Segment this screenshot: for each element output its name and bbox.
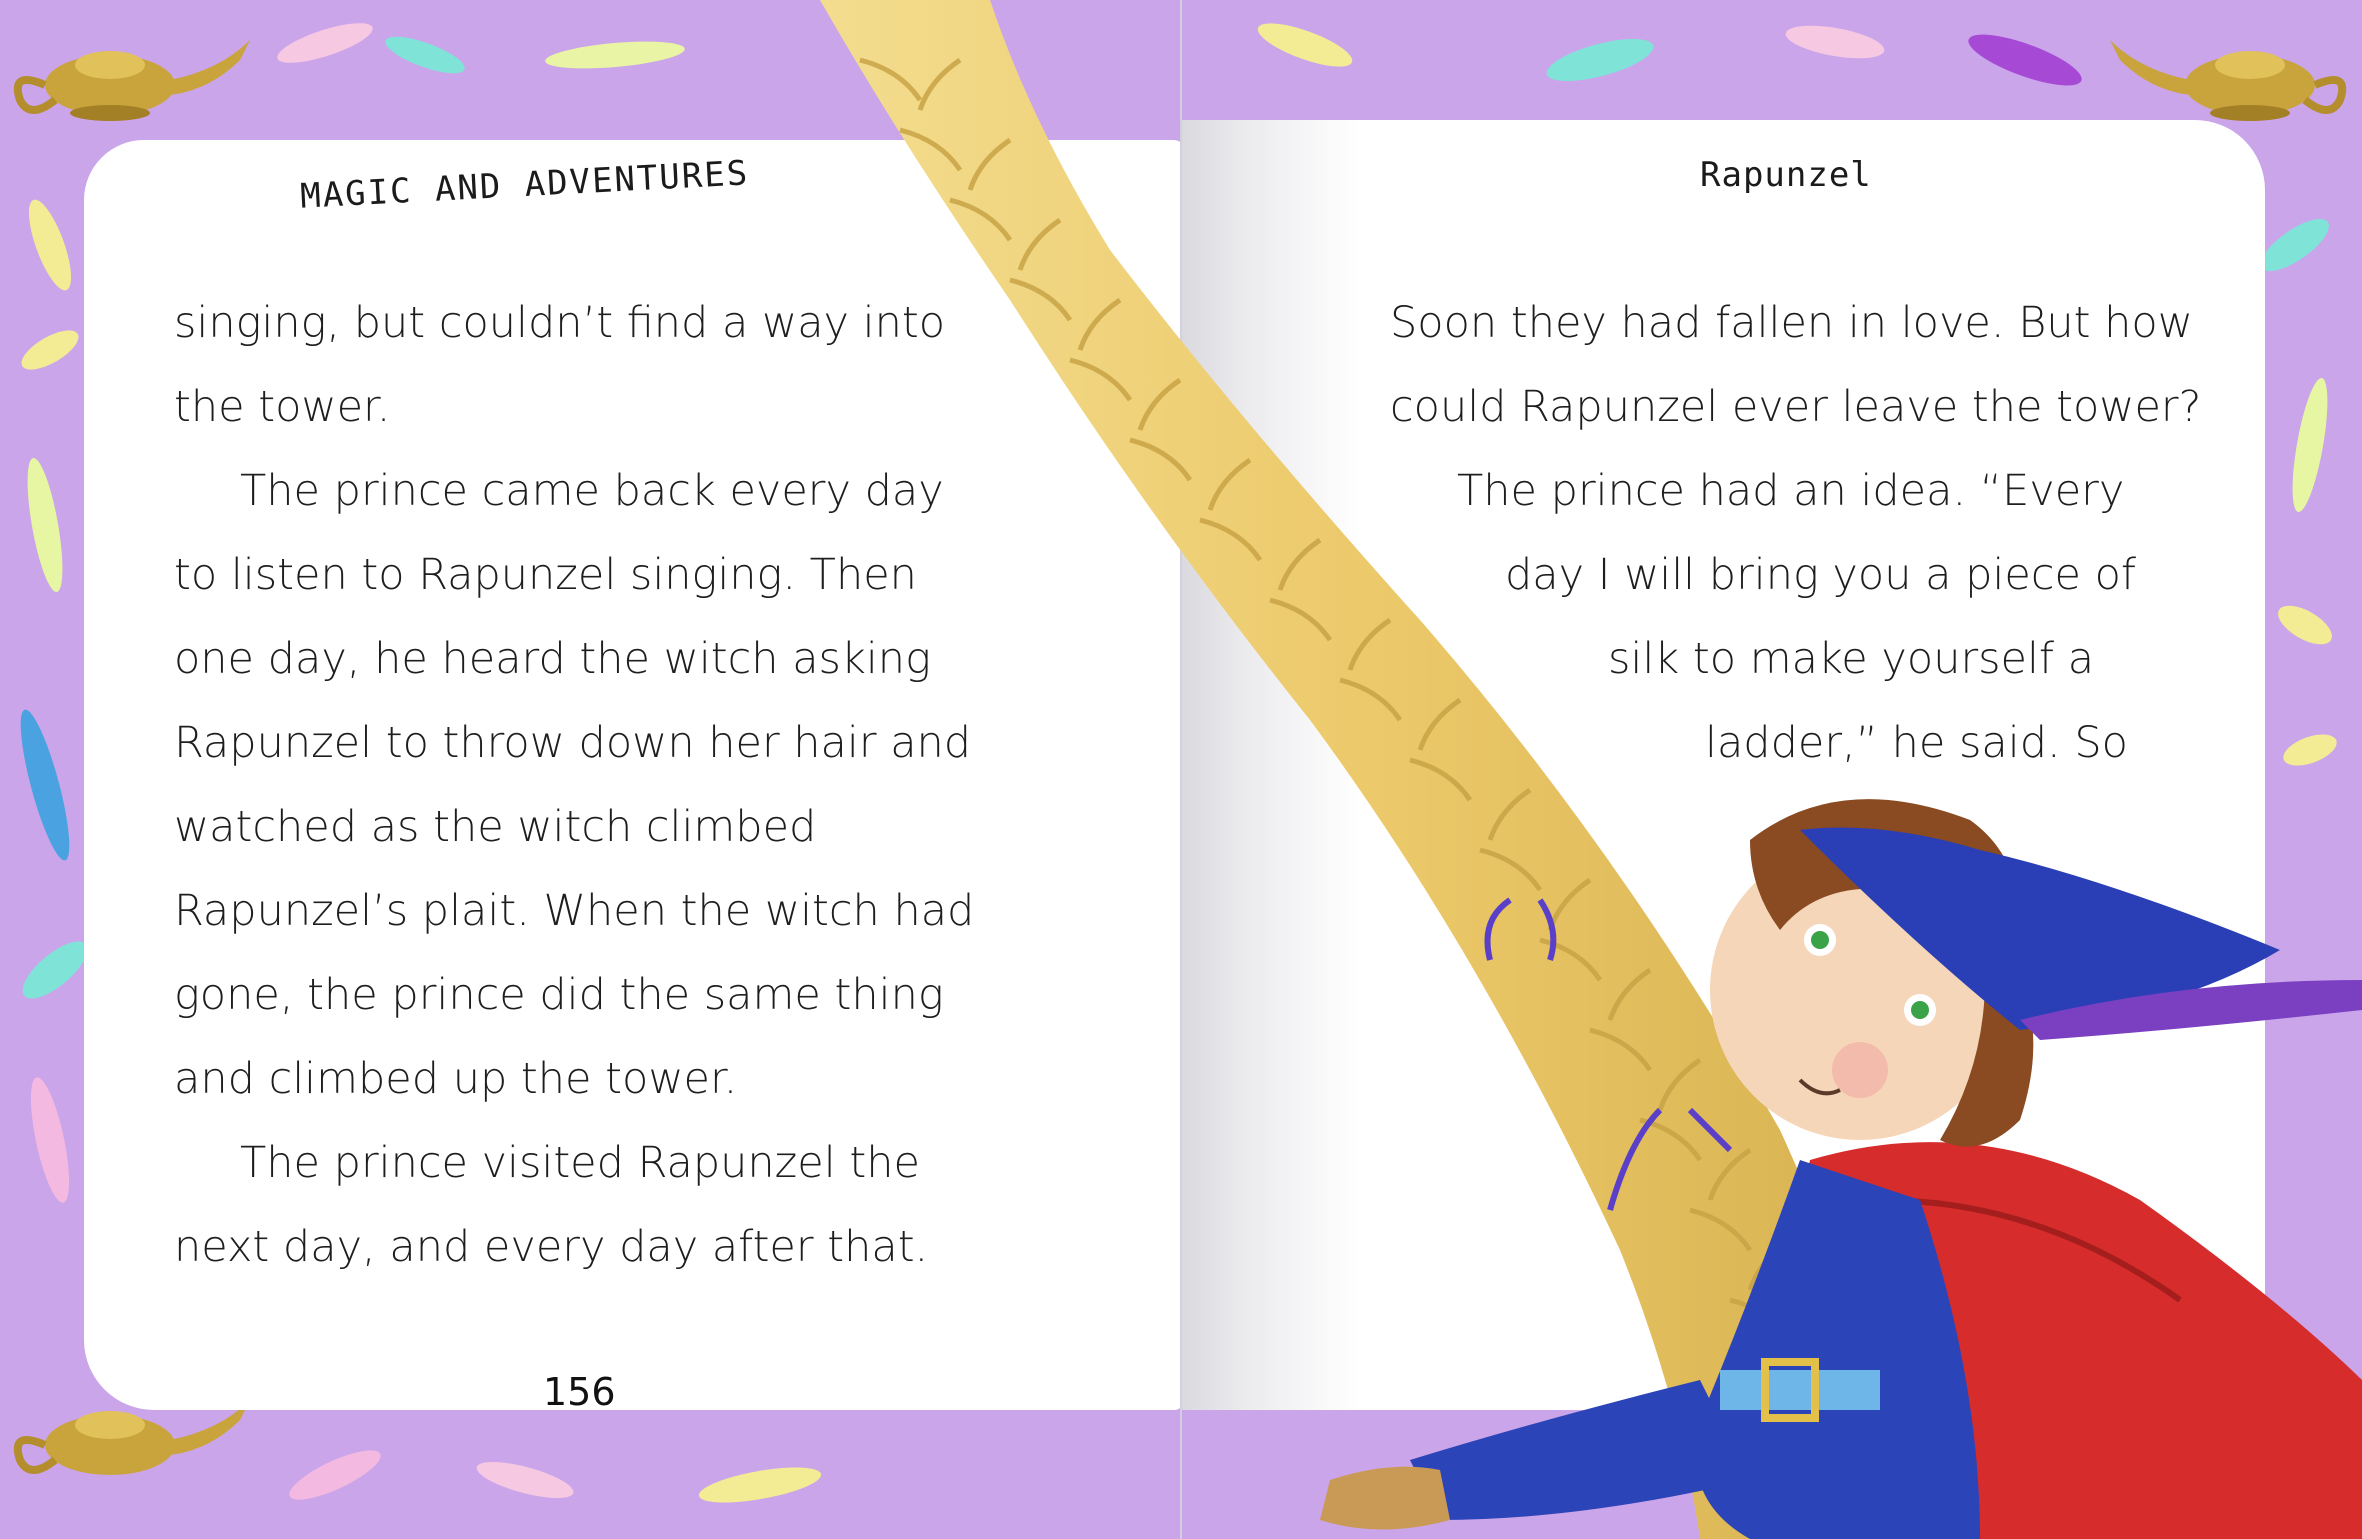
text-line: one day, he heard the witch asking	[174, 634, 931, 684]
text-line: silk to make yourself a	[1608, 634, 2095, 684]
text-line: ladder,” he said. So	[1705, 718, 2128, 768]
running-header: MAGIC AND ADVENTURES	[299, 153, 751, 217]
text-line: Rapunzel’s plait. When the witch had	[174, 886, 975, 936]
text-line: Rapunzel to throw down her hair and	[174, 718, 972, 768]
text-line: watched as the witch climbed	[174, 802, 817, 852]
prince-illustration	[1280, 780, 2362, 1539]
text-line: and climbed up the tower.	[174, 1054, 738, 1104]
text-line: the tower.	[174, 382, 391, 432]
text-line: next day, and every day after that.	[174, 1222, 929, 1272]
text-line: to listen to Rapunzel singing. Then	[174, 550, 917, 600]
chapter-title: Rapunzel	[1700, 155, 1872, 195]
text-line: The prince came back every day	[240, 466, 944, 516]
page-number: 156	[543, 1370, 616, 1414]
text-line: Soon they had fallen in love. But how	[1390, 298, 2193, 348]
text-line: day I will bring you a piece of	[1505, 550, 2137, 600]
text-line: could Rapunzel ever leave the tower?	[1390, 382, 2202, 432]
text-line: singing, but couldn’t find a way into	[174, 298, 946, 348]
text-line: The prince visited Rapunzel the	[240, 1138, 920, 1188]
text-line: gone, the prince did the same thing	[174, 970, 944, 1020]
text-line: The prince had an idea. “Every	[1457, 466, 2125, 516]
